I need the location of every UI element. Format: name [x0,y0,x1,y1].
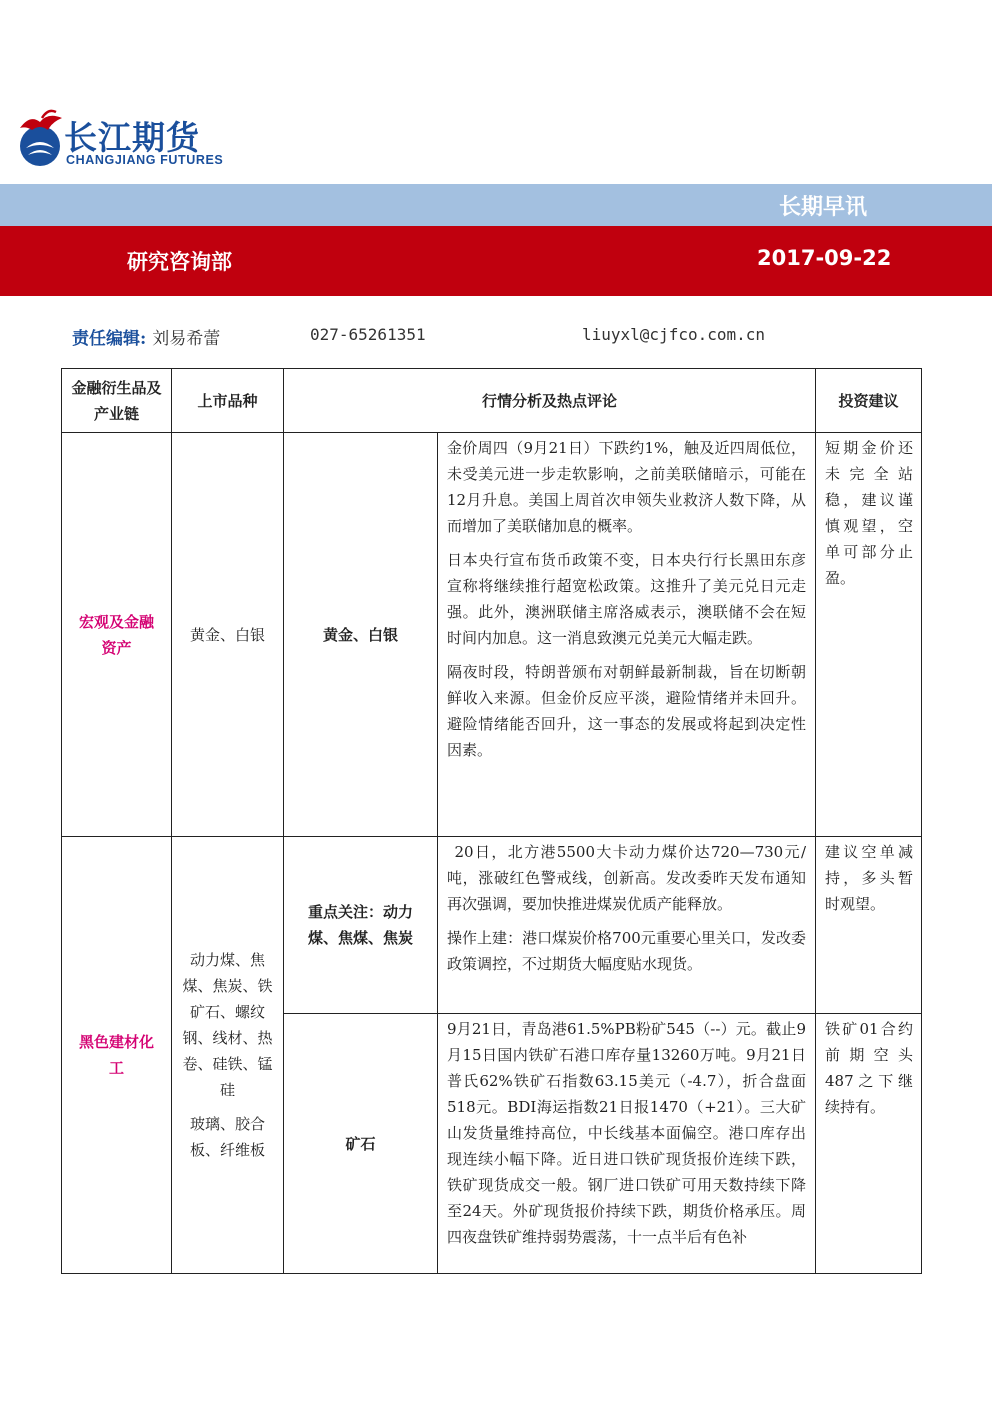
category-ferrous-chemicals: 黑色建材化工 [62,837,172,1274]
header-products: 上市品种 [172,369,284,433]
report-title-band [0,184,992,226]
department-band [0,226,992,296]
company-logo-text: 长江期货 [64,118,200,157]
report-name: 长期早讯 [778,195,867,220]
header-category: 金融衍生品及产业链 [62,369,172,433]
focus-iron-ore: 矿石 [284,1014,438,1274]
analysis-paragraph: 20日，北方港5500大卡动力煤价达720—730元/吨，涨破红色警戒线，创新高。发改委昨天发布通知再次强调，要加快推进煤炭优质产能释放。 [447,843,806,913]
products-gold-silver: 黄金、白银 [172,433,284,837]
advice-gold-silver: 短期金价还未完全站稳，建议谨慎观望，空单可部分止盈。 [816,433,922,837]
editor-name: 刘易希蕾 [152,329,221,349]
advice-iron-ore: 铁矿01合约前期空头487之下继续持有。 [816,1014,922,1274]
analysis-paragraph: 日本央行宣布货币政策不变，日本央行行长黑田东彦宣称将继续推行超宽松政策。这推升了美元兑日元走强。此外，澳洲联储主席洛威表示，澳联储不会在短时间内加息。这一消息致澳元兑美元大幅走跌。 [447,551,806,647]
focus-coal: 重点关注：动力煤、焦煤、焦炭 [284,837,438,1014]
analysis-iron-ore [438,1014,816,1274]
analysis-paragraph: 操作上建：港口煤炭价格700元重要心里关口，发改委政策调控，不过期货大幅度贴水现货。 [447,929,806,973]
advice-coal: 建议空单减持，多头暂时观望。 [816,837,922,1014]
analysis-paragraph: 金价周四（9月21日）下跌约1%，触及近四周低位，未受美元进一步走软影响，之前美联储暗示，可能在12月升息。美国上周首次申领失业救济人数下降，从而增加了美联储加息的概率。 [447,439,806,535]
products-list-boards: 玻璃、胶合板、纤维板 [189,1115,265,1159]
research-table [61,368,922,1274]
editor-phone: 027-65261351 [310,325,426,344]
focus-gold-silver: 黄金、白银 [284,433,438,837]
report-date: 2017-09-22 [757,246,892,270]
analysis-paragraph: 隔夜时段，特朗普颁布对朝鲜最新制裁，旨在切断朝鲜收入来源。但金价反应平淡，避险情绪并未回升。避险情绪能否回升，这一事态的发展或将起到决定性因素。 [447,663,806,759]
analysis-gold-silver [438,433,816,837]
header-analysis: 行情分析及热点评论 [284,369,816,433]
header-advice: 投资建议 [816,369,922,433]
editor-line [72,324,220,349]
products-ferrous-chemicals [172,837,284,1274]
department-name: 研究咨询部 [127,250,232,274]
editor-email[interactable]: liuyxl@cjfco.com.cn [582,325,766,344]
company-logo-english: CHANGJIANG FUTURES [66,153,224,167]
category-macro-finance: 宏观及金融资产 [62,433,172,837]
editor-label: 责任编辑: [72,329,147,349]
analysis-paragraph: 9月21日，青岛港61.5%PB粉矿545（--）元。截止9月15日国内铁矿石港口库存量13260万吨。9月21日普氏62%铁矿石指数63.15美元（-4.7），折合盘面518元。BDI海运指数21日报1470（+21）。三大矿山发货量维持高位，中长线基本面偏空。港口库存出现连续小幅下降。近日进口铁矿现货报价连续下跌，铁矿现货成交一般。钢厂进口铁矿可用天数持续下降至24天。外矿现货报价持续下跌，期货价格承压。周四夜盘铁矿维持弱势震荡，十一点半后有色补 [447,1020,806,1246]
analysis-coal [438,837,816,1014]
products-list-ferrous: 动力煤、焦煤、焦炭、铁矿石、螺纹钢、线材、热卷、硅铁、锰硅 [182,951,273,1099]
